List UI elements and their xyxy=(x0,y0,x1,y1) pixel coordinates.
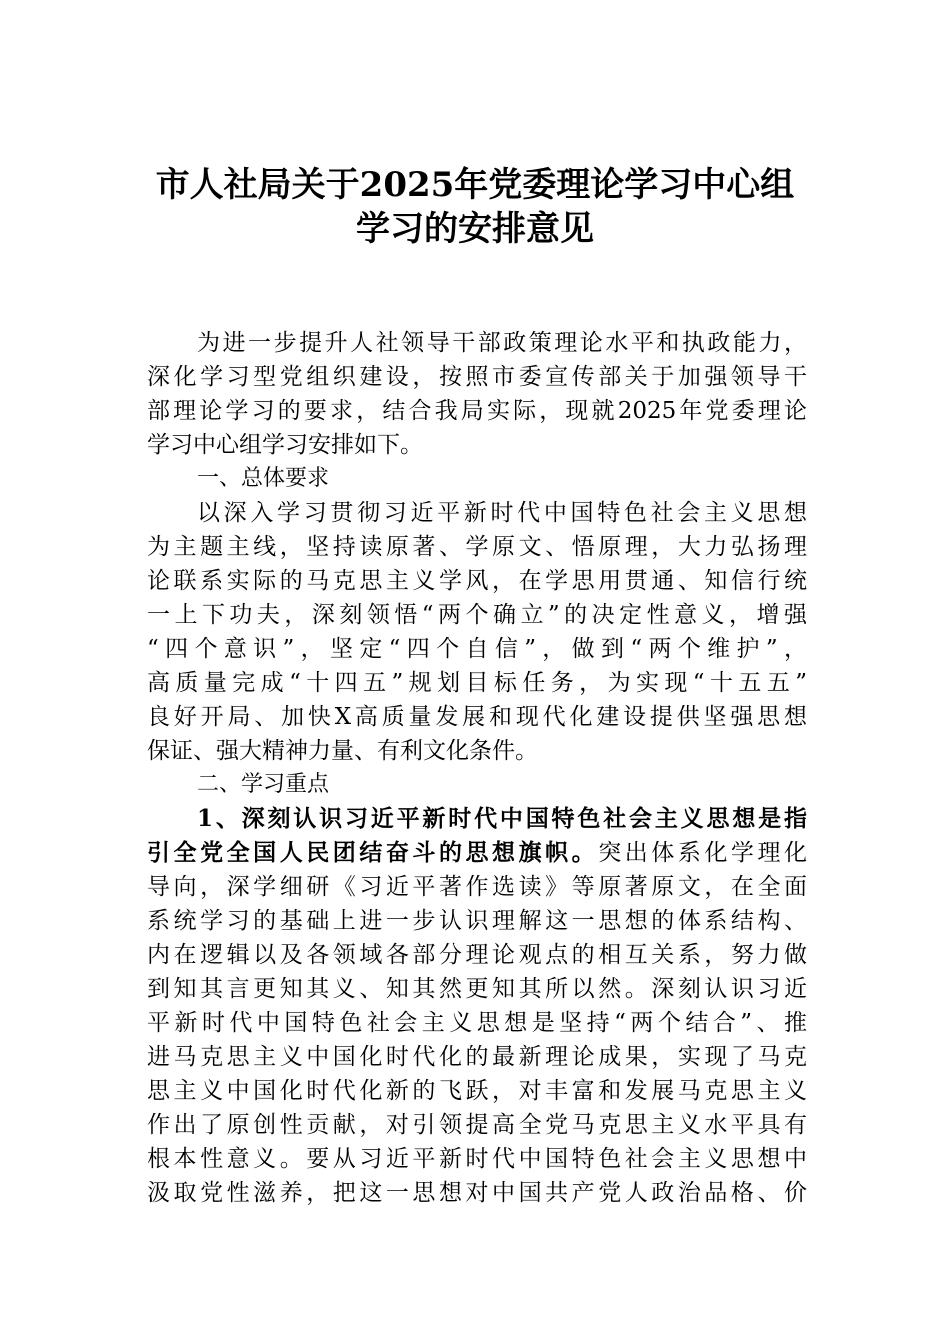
section2-paragraph-line: 根本性意义。要从习近平新时代中国特色社会主义思想中 xyxy=(147,1146,807,1172)
document-title-line-2: 学习的安排意见 xyxy=(356,209,594,249)
section1-paragraph-line: 良好开局、加快X高质量发展和现代化建设提供坚强思想 xyxy=(147,704,807,730)
section2-paragraph-line: 平新时代中国特色社会主义思想是坚持“两个结合”、推 xyxy=(147,1010,807,1036)
section2-paragraph-line: 导向，深学细研《习近平著作选读》等原著原文，在全面 xyxy=(147,874,807,900)
section-heading-general-requirements: 一、总体要求 xyxy=(197,466,330,491)
item1-bold-heading-line: 1、深刻认识习近平新时代中国特色社会主义思想是指 xyxy=(197,805,807,832)
document-title-line-1: 市人社局关于2025年党委理论学习中心组 xyxy=(155,165,795,205)
section2-paragraph-line: 进马克思主义中国化时代化的最新理论成果，实现了马克 xyxy=(147,1044,807,1070)
document-body xyxy=(147,326,807,1210)
intro-paragraph-line: 为进一步提升人社领导干部政策理论水平和执政能力， xyxy=(197,330,807,356)
section2-paragraph-line: 思主义中国化时代化新的飞跃，对丰富和发展马克思主义 xyxy=(147,1078,807,1104)
intro-paragraph-line: 深化学习型党组织建设，按照市委宣传部关于加强领导干 xyxy=(147,364,807,390)
section1-paragraph-line: 保证、强大精神力量、有利文化条件。 xyxy=(147,738,538,764)
section2-paragraph-line: 内在逻辑以及各领域各部分理论观点的相互关系，努力做 xyxy=(147,942,807,968)
section1-paragraph-line: 为主题主线，坚持读原著、学原文、悟原理，大力弘扬理 xyxy=(147,534,807,560)
intro-paragraph-line: 部理论学习的要求，结合我局实际，现就2025年党委理论 xyxy=(147,398,807,424)
intro-paragraph-line: 学习中心组学习安排如下。 xyxy=(147,432,423,458)
section1-paragraph-line: 以深入学习贯彻习近平新时代中国特色社会主义思想 xyxy=(197,500,807,526)
section-heading-study-focus: 二、学习重点 xyxy=(197,772,330,797)
section1-paragraph-line: 论联系实际的马克思主义学风，在学思用贯通、知信行统 xyxy=(147,568,807,594)
section1-paragraph-line: 高质量完成“十四五”规划目标任务，为实现“十五五” xyxy=(147,670,807,696)
section2-paragraph-line: 到知其言更知其义、知其然更知其所以然。深刻认识习近 xyxy=(147,976,807,1002)
section1-paragraph-line: “四个意识”，坚定“四个自信”，做到“两个维护”， xyxy=(147,636,807,662)
section1-paragraph-line: 一上下功夫，深刻领悟“两个确立”的决定性意义，增强 xyxy=(147,602,807,628)
section2-paragraph-line: 作出了原创性贡献，对引领提高全党马克思主义水平具有 xyxy=(147,1112,807,1138)
item1-bold-heading-end: 引全党全国人民团结奋斗的思想旗帜。 xyxy=(147,839,599,866)
section2-paragraph-line: 汲取党性滋养，把这一思想对中国共产党人政治品格、价 xyxy=(147,1180,807,1206)
section2-paragraph-line: 系统学习的基础上进一步认识理解这一思想的体系结构、 xyxy=(147,908,807,934)
item1-text-start: 突出体系化学理化 xyxy=(598,840,807,866)
item1-mixed-line xyxy=(147,836,807,870)
